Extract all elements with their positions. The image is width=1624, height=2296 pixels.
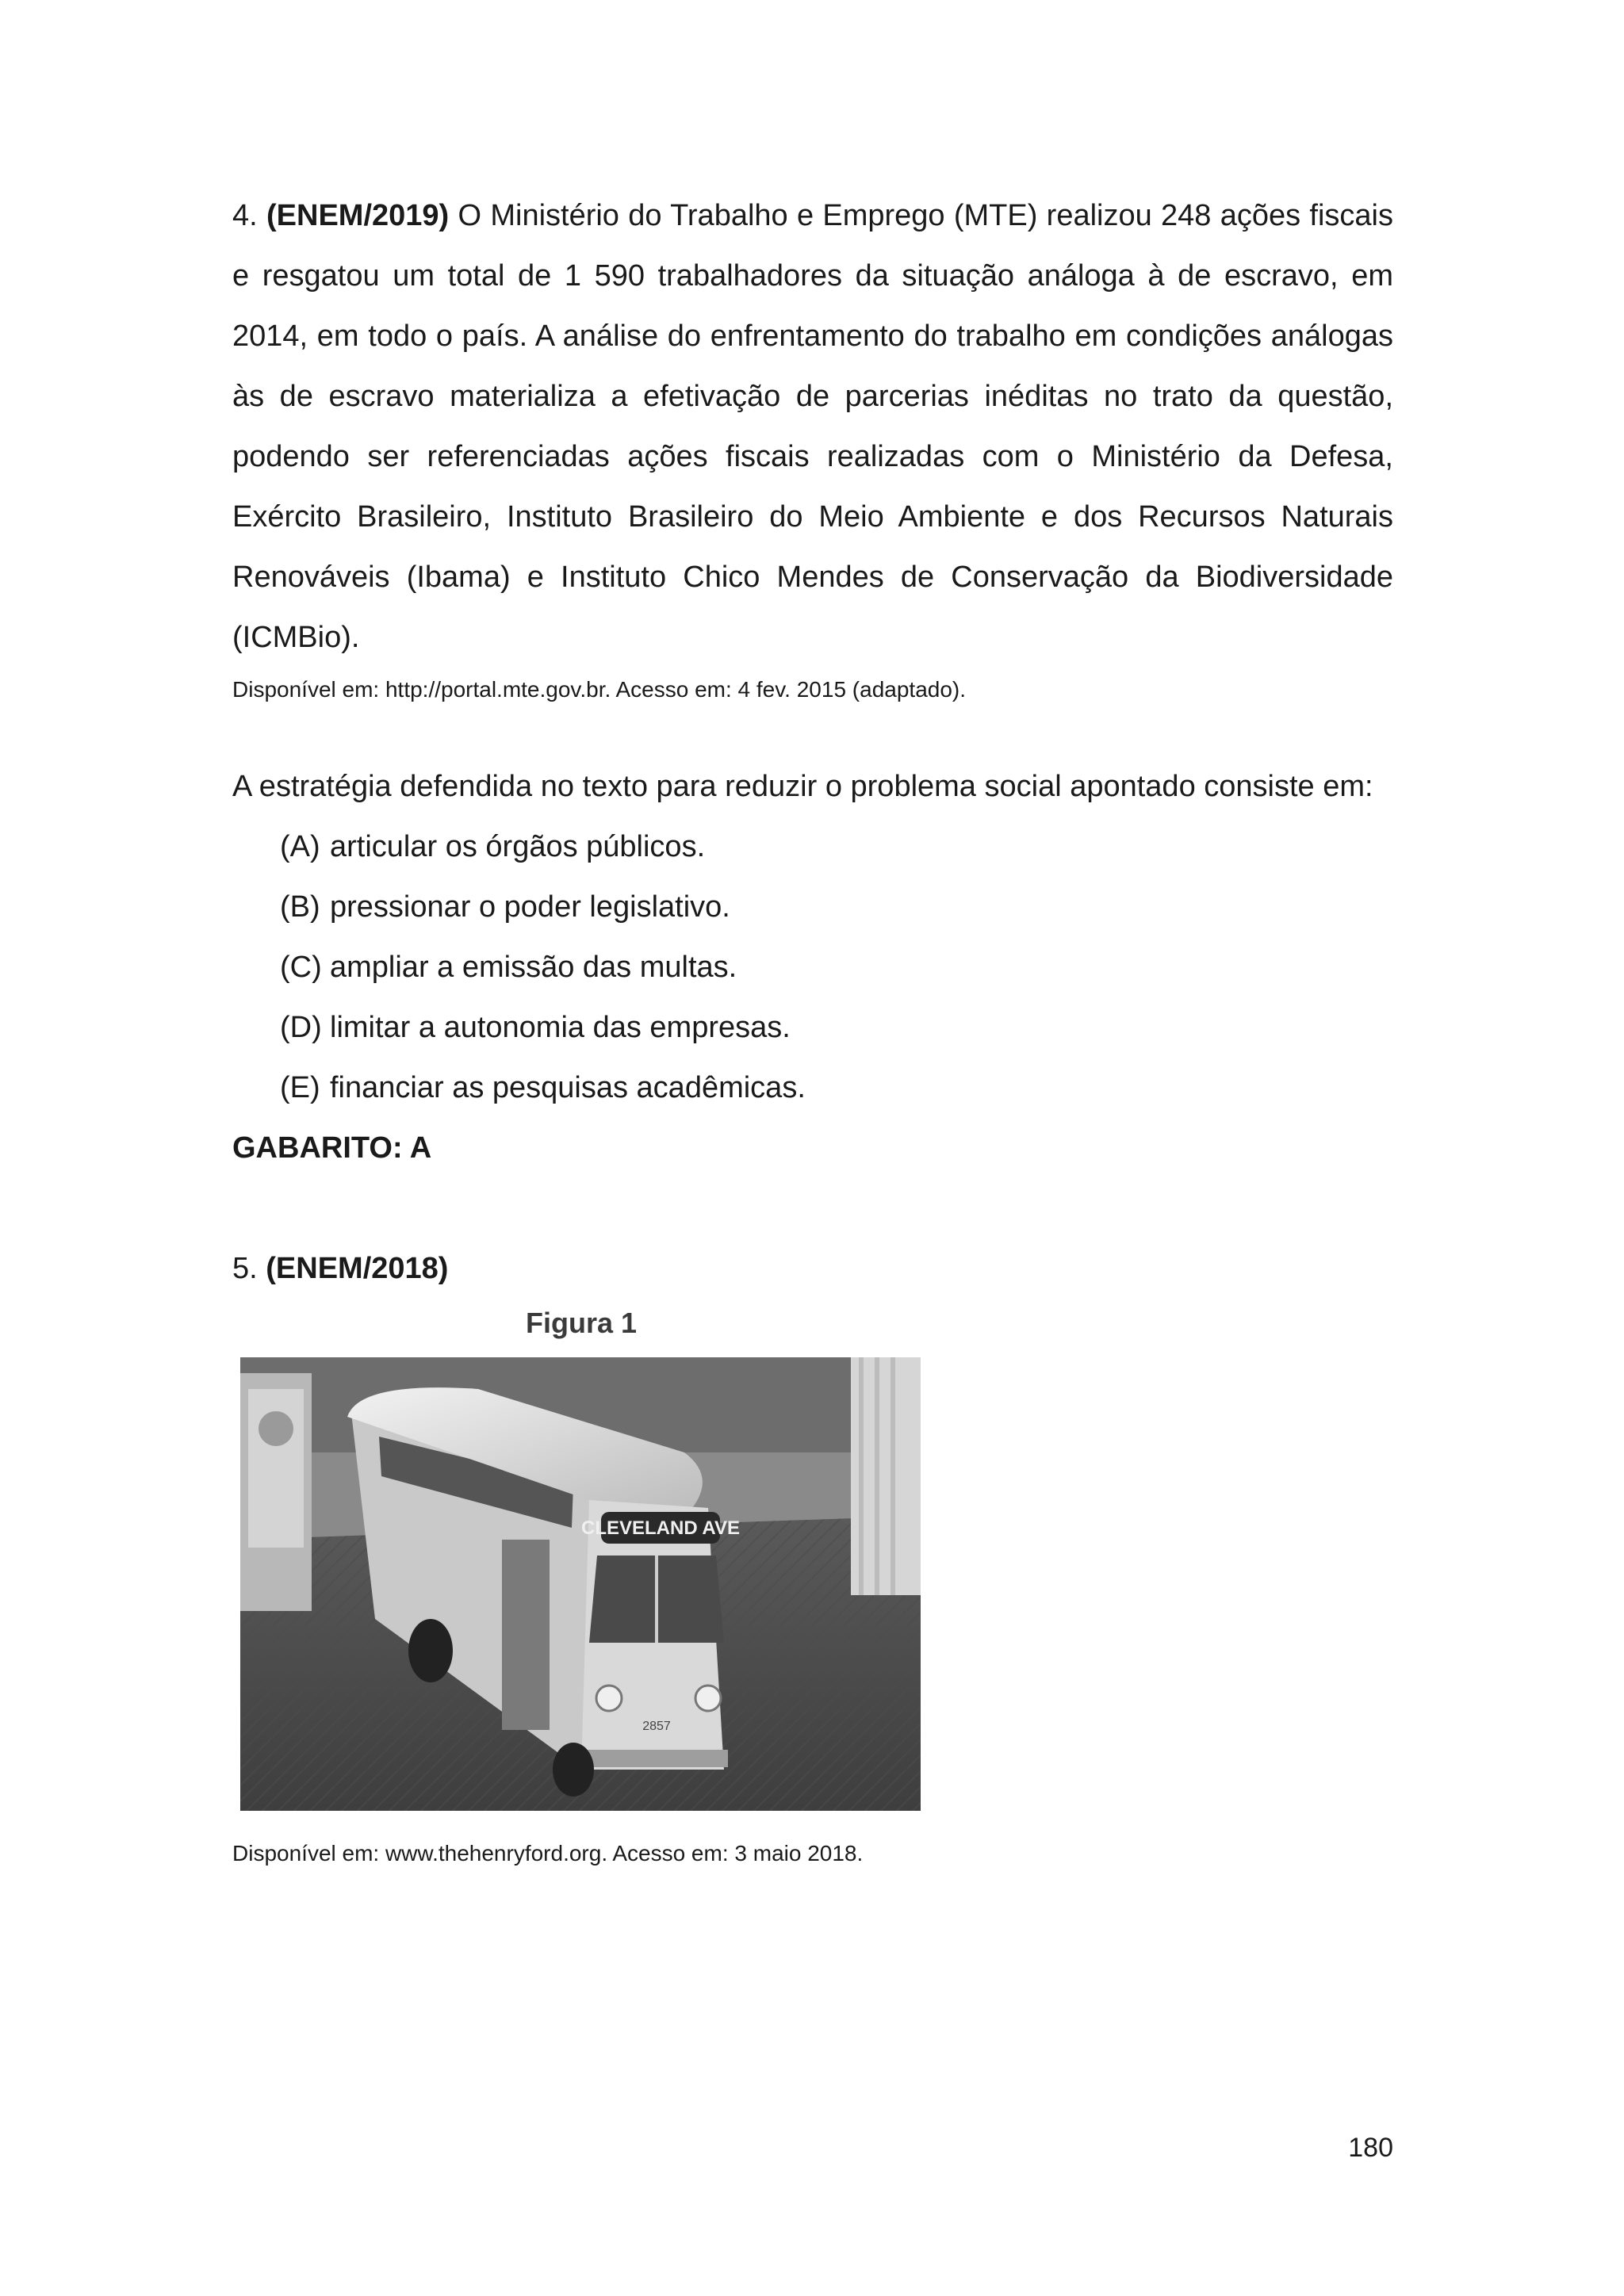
option-a bbox=[280, 817, 1393, 877]
answer-key: GABARITO: A bbox=[232, 1131, 432, 1165]
option-letter: (C) bbox=[280, 951, 322, 984]
bus-photo-illustration bbox=[240, 1357, 921, 1811]
option-d bbox=[280, 997, 1393, 1058]
question-5-source-tag: (ENEM/2018) bbox=[266, 1252, 449, 1285]
bus-photo bbox=[240, 1357, 921, 1811]
option-text: articular os órgãos públicos. bbox=[330, 830, 706, 863]
option-letter: (E) bbox=[280, 1071, 320, 1104]
figure-title: Figura 1 bbox=[526, 1307, 638, 1339]
option-e bbox=[280, 1058, 1393, 1118]
question-4-number: 4. bbox=[232, 199, 258, 232]
question-5-heading bbox=[232, 1238, 1393, 1299]
question-5-citation: Disponível em: www.thehenryford.org. Acesso em: 3 maio 2018. bbox=[232, 1841, 864, 1866]
content-column bbox=[232, 186, 1393, 1299]
question-4-source-tag: (ENEM/2019) bbox=[266, 199, 450, 232]
option-letter: (D) bbox=[280, 1011, 322, 1044]
answer-options bbox=[232, 817, 1393, 1118]
page-number: 180 bbox=[1348, 2133, 1393, 2163]
option-b bbox=[280, 877, 1393, 937]
question-4-stem: A estratégia defendida no texto para reduzir o problema social apontado consiste em: bbox=[232, 770, 1373, 803]
option-c bbox=[280, 937, 1393, 997]
option-text: ampliar a emissão das multas. bbox=[330, 951, 737, 984]
option-text: limitar a autonomia das empresas. bbox=[330, 1011, 791, 1044]
question-5-number: 5. bbox=[232, 1252, 258, 1285]
option-letter: (A) bbox=[280, 830, 320, 863]
option-letter: (B) bbox=[280, 890, 320, 924]
question-4-body: O Ministério do Trabalho e Emprego (MTE) realizou 248 ações fiscais e resgatou um total de 1 590 trabalhadores da situação análoga à de escravo, em 2014, em todo o país. A análise do enfrentamento do trabalho em condições análogas às de escravo materializa a efetivação de parcerias inéditas no trato da questão, podendo ser referenciadas ações fiscais realizadas com o Ministério da Defesa, Exército Brasileiro, Instituto Brasileiro do Meio Ambiente e dos Recursos Naturais Renováveis (Ibama) e Instituto Chico Mendes de Conservação da Biodiversidade (ICMBio). bbox=[232, 199, 1393, 654]
bus-number: 2857 bbox=[642, 1720, 671, 1733]
option-text: financiar as pesquisas acadêmicas. bbox=[330, 1071, 806, 1104]
option-text: pressionar o poder legislativo. bbox=[330, 890, 730, 924]
bus-destination-sign: CLEVELAND AVE bbox=[580, 1517, 741, 1539]
question-4-citation: Disponível em: http://portal.mte.gov.br. Acesso em: 4 fev. 2015 (adaptado). bbox=[232, 677, 967, 702]
question-4-text bbox=[232, 186, 1393, 668]
